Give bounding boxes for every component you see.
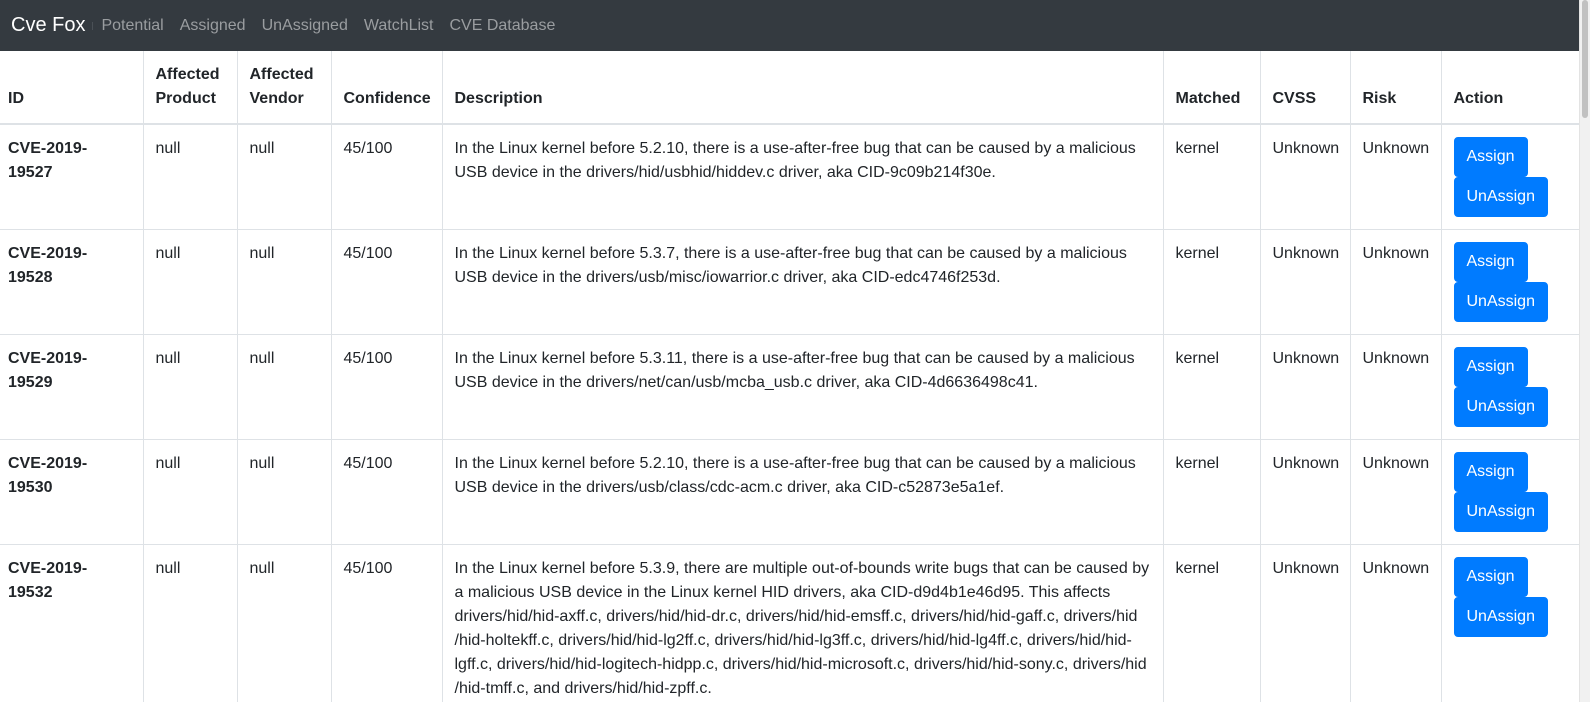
risk-cell: Unknown: [1350, 440, 1441, 545]
description-cell: In the Linux kernel before 5.3.7, there is a use-after-free bug that can be caused by a malicious USB device in the drivers/usb/misc/iowarrior.c driver, aka CID-edc4746f253d.: [442, 230, 1163, 335]
scrollbar-thumb[interactable]: [1582, 0, 1588, 118]
column-header-affected-product: Affected Product: [143, 51, 237, 124]
action-cell: [1441, 440, 1580, 545]
confidence-cell: 45/100: [331, 335, 442, 440]
column-header-id: ID: [0, 51, 143, 124]
unassign-button[interactable]: UnAssign: [1454, 597, 1548, 637]
matched-cell: kernel: [1163, 335, 1260, 440]
matched-cell: kernel: [1163, 230, 1260, 335]
cvss-cell: Unknown: [1260, 230, 1350, 335]
cve-id-cell: CVE-2019-19532: [0, 545, 143, 702]
affected-product-cell: null: [143, 230, 237, 335]
affected-product-cell: null: [143, 545, 237, 702]
cve-id-cell: CVE-2019-19530: [0, 440, 143, 545]
column-header-affected-vendor: Affected Vendor: [237, 51, 331, 124]
unassign-button[interactable]: UnAssign: [1454, 492, 1548, 532]
nav-link-watchlist[interactable]: WatchList: [363, 16, 434, 34]
action-cell: [1441, 545, 1580, 702]
table-header-row: [0, 51, 1580, 124]
cve-table: [0, 51, 1580, 702]
brand-link[interactable]: Cve Fox: [11, 14, 86, 36]
confidence-cell: 45/100: [331, 124, 442, 230]
affected-vendor-cell: null: [237, 440, 331, 545]
confidence-cell: 45/100: [331, 440, 442, 545]
nav-link-potential[interactable]: Potential: [101, 16, 164, 34]
risk-cell: Unknown: [1350, 335, 1441, 440]
cvss-cell: Unknown: [1260, 545, 1350, 702]
table-row: [0, 335, 1580, 440]
cve-id-cell: CVE-2019-19527: [0, 124, 143, 230]
column-header-description: Description: [442, 51, 1163, 124]
column-header-confidence: Confidence: [331, 51, 442, 124]
navbar-divider: [92, 22, 93, 30]
action-buttons: [1454, 137, 1569, 217]
matched-cell: kernel: [1163, 124, 1260, 230]
confidence-cell: 45/100: [331, 545, 442, 702]
description-cell: In the Linux kernel before 5.2.10, there is a use-after-free bug that can be caused by a malicious USB device in the drivers/usb/class/cdc-acm.c driver, aka CID-c52873e5a1ef.: [442, 440, 1163, 545]
risk-cell: Unknown: [1350, 124, 1441, 230]
table-row: [0, 440, 1580, 545]
action-buttons: [1454, 557, 1569, 637]
nav-link-assigned[interactable]: Assigned: [179, 16, 246, 34]
cve-id-cell: CVE-2019-19528: [0, 230, 143, 335]
cve-id-cell: CVE-2019-19529: [0, 335, 143, 440]
description-cell: In the Linux kernel before 5.3.9, there are multiple out-of-bounds write bugs that can be caused by a malicious USB device in the Linux kernel HID drivers, aka CID-d9d4b1e46d95. This affects drivers/hid/hid-axff.c, drivers/hid/hid-dr.c, drivers/hid/hid-emsff.c, drivers/hid/hid-gaff.c, drivers/hid /hid-holtekff.c, drivers/hid/hid-lg2ff.c, drivers/hid/hid-lg3ff.c, drivers/hid/hid-lg4ff.c, drivers/hid/hid-lgff.c, drivers/hid/hid-logitech-hidpp.c, drivers/hid/hid-microsoft.c, drivers/hid/hid-sony.c, drivers/hid /hid-tmff.c, and drivers/hid/hid-zpff.c.: [442, 545, 1163, 702]
unassign-button[interactable]: UnAssign: [1454, 387, 1548, 427]
cvss-cell: Unknown: [1260, 440, 1350, 545]
action-cell: [1441, 230, 1580, 335]
vertical-scrollbar[interactable]: [1579, 0, 1590, 702]
affected-vendor-cell: null: [237, 230, 331, 335]
affected-vendor-cell: null: [237, 124, 331, 230]
assign-button[interactable]: Assign: [1454, 452, 1528, 492]
table-row: [0, 124, 1580, 230]
column-header-cvss: CVSS: [1260, 51, 1350, 124]
matched-cell: kernel: [1163, 545, 1260, 702]
navbar: [0, 0, 1580, 51]
risk-cell: Unknown: [1350, 230, 1441, 335]
table-row: [0, 230, 1580, 335]
description-cell: In the Linux kernel before 5.2.10, there is a use-after-free bug that can be caused by a malicious USB device in the drivers/hid/usbhid/hiddev.c driver, aka CID-9c09b214f30e.: [442, 124, 1163, 230]
action-buttons: [1454, 452, 1569, 532]
assign-button[interactable]: Assign: [1454, 347, 1528, 387]
matched-cell: kernel: [1163, 440, 1260, 545]
action-buttons: [1454, 242, 1569, 322]
nav-link-unassigned[interactable]: UnAssigned: [261, 16, 348, 34]
cvss-cell: Unknown: [1260, 124, 1350, 230]
unassign-button[interactable]: UnAssign: [1454, 177, 1548, 217]
assign-button[interactable]: Assign: [1454, 557, 1528, 597]
action-cell: [1441, 335, 1580, 440]
action-buttons: [1454, 347, 1569, 427]
affected-product-cell: null: [143, 440, 237, 545]
column-header-action: Action: [1441, 51, 1580, 124]
affected-product-cell: null: [143, 335, 237, 440]
affected-product-cell: null: [143, 124, 237, 230]
nav-link-cve-database[interactable]: CVE Database: [449, 16, 556, 34]
column-header-risk: Risk: [1350, 51, 1441, 124]
unassign-button[interactable]: UnAssign: [1454, 282, 1548, 322]
column-header-matched: Matched: [1163, 51, 1260, 124]
affected-vendor-cell: null: [237, 545, 331, 702]
confidence-cell: 45/100: [331, 230, 442, 335]
table-row: [0, 545, 1580, 702]
affected-vendor-cell: null: [237, 335, 331, 440]
description-cell: In the Linux kernel before 5.3.11, there is a use-after-free bug that can be caused by a malicious USB device in the drivers/net/can/usb/mcba_usb.c driver, aka CID-4d6636498c41.: [442, 335, 1163, 440]
cvss-cell: Unknown: [1260, 335, 1350, 440]
assign-button[interactable]: Assign: [1454, 242, 1528, 282]
action-cell: [1441, 124, 1580, 230]
assign-button[interactable]: Assign: [1454, 137, 1528, 177]
risk-cell: Unknown: [1350, 545, 1441, 702]
